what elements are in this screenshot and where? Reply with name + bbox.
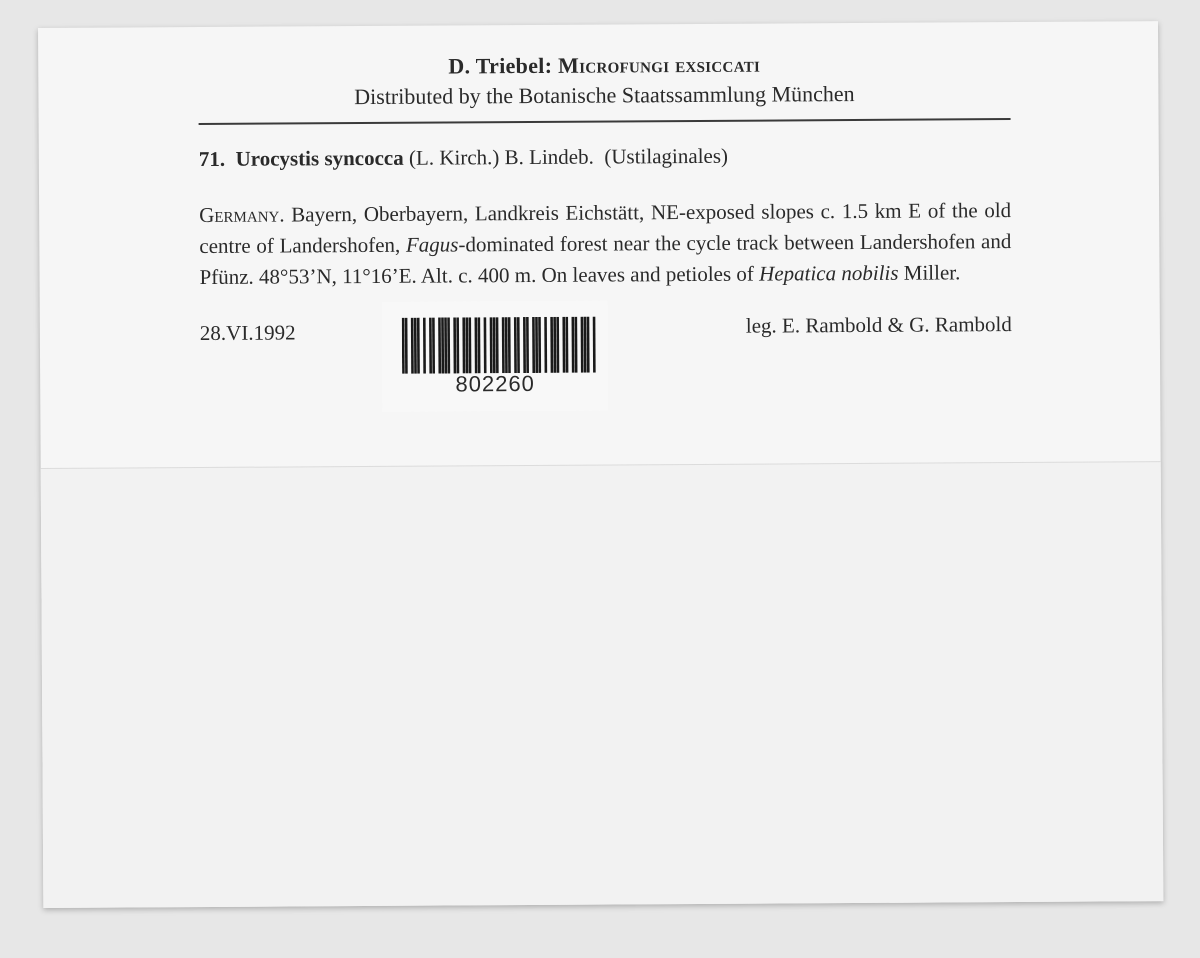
locality-description: [199, 195, 1012, 293]
barcode-bar: [411, 318, 414, 374]
specimen-number: 71.: [198, 146, 226, 172]
barcode-bar: [532, 317, 535, 373]
barcode-bar: [423, 318, 426, 374]
barcode-bar: [517, 317, 520, 373]
barcode-bar: [526, 317, 529, 373]
barcode-bar: [429, 318, 432, 374]
barcode-bar: [544, 317, 547, 373]
barcode-image: [402, 317, 596, 374]
barcode-bar: [587, 317, 590, 373]
host-species: Hepatica nobilis: [759, 260, 899, 286]
species-name: Urocystis syncocca: [235, 145, 404, 171]
barcode-bar: [535, 317, 538, 373]
barcode-bar: [565, 317, 568, 373]
barcode-bar: [550, 317, 553, 373]
series-name: Microfungi exsiccati: [558, 51, 761, 78]
barcode-bar: [493, 317, 496, 373]
specimen-packet: [38, 21, 1163, 908]
barcode-bar: [502, 317, 505, 373]
collection-date: 28.VI.1992: [199, 320, 296, 346]
forest-genus: Fagus: [405, 232, 459, 257]
barcode-bar: [447, 317, 450, 373]
barcode-bar: [538, 317, 541, 373]
barcode-bar: [468, 317, 471, 373]
label-footer: [199, 308, 1012, 397]
barcode-bar: [462, 317, 465, 373]
species-authority: (L. Kirch.) B. Lindeb.: [408, 144, 594, 170]
barcode-bar: [417, 318, 420, 374]
barcode-bar: [514, 317, 517, 373]
host-author: Miller.: [898, 260, 961, 285]
collector: leg. E. Rambold & G. Rambold: [745, 312, 1012, 338]
barcode-bar: [441, 318, 444, 374]
barcode-bar: [432, 318, 435, 374]
barcode-bar: [584, 317, 587, 373]
fungal-order: (Ustilaginales): [604, 143, 729, 169]
barcode-number: 802260: [455, 370, 535, 397]
exsiccata-label: [198, 42, 1012, 397]
barcode-bar: [484, 317, 487, 373]
barcode-sticker: [382, 301, 609, 412]
barcode-bar: [505, 317, 508, 373]
barcode-bar: [553, 317, 556, 373]
locality-country: Germany: [199, 202, 280, 228]
series-title: [198, 50, 1010, 81]
barcode-bar: [475, 317, 478, 373]
barcode-bar: [490, 317, 493, 373]
barcode-bar: [478, 317, 481, 373]
barcode-bar: [581, 317, 584, 373]
barcode-bar: [402, 318, 405, 374]
barcode-bar: [562, 317, 565, 373]
barcode-bar: [444, 318, 447, 374]
barcode-bar: [465, 317, 468, 373]
barcode-bar: [496, 317, 499, 373]
packet-flap: [41, 461, 1164, 908]
barcode-bar: [556, 317, 559, 373]
barcode-bar: [438, 318, 441, 374]
locality-text-1: . Bayern, Oberbayern, Landkreis Eichstätt, NE-exposed slopes c. 1.5 km E of the old centre of Landershofen,: [199, 198, 1012, 259]
barcode-bar: [575, 317, 578, 373]
taxon-line: [199, 142, 1011, 172]
header-rule: [199, 118, 1011, 125]
barcode-bar: [593, 317, 596, 373]
locality-text-2: -dominated forest near the cycle track between Landershofen and Pfünz. 48°53’N, 11°16’E. Alt. c. 400 m. On leaves and petioles of: [199, 229, 1012, 290]
barcode-bar: [456, 317, 459, 373]
barcode-bar: [572, 317, 575, 373]
series-editor: D. Triebel:: [448, 52, 553, 79]
distribution-line: Distributed by the Botanische Staatssammlung München: [354, 81, 855, 110]
barcode-bar: [414, 318, 417, 374]
barcode-bar: [453, 317, 456, 373]
barcode-bar: [508, 317, 511, 373]
barcode-bar: [523, 317, 526, 373]
barcode-bar: [405, 318, 408, 374]
